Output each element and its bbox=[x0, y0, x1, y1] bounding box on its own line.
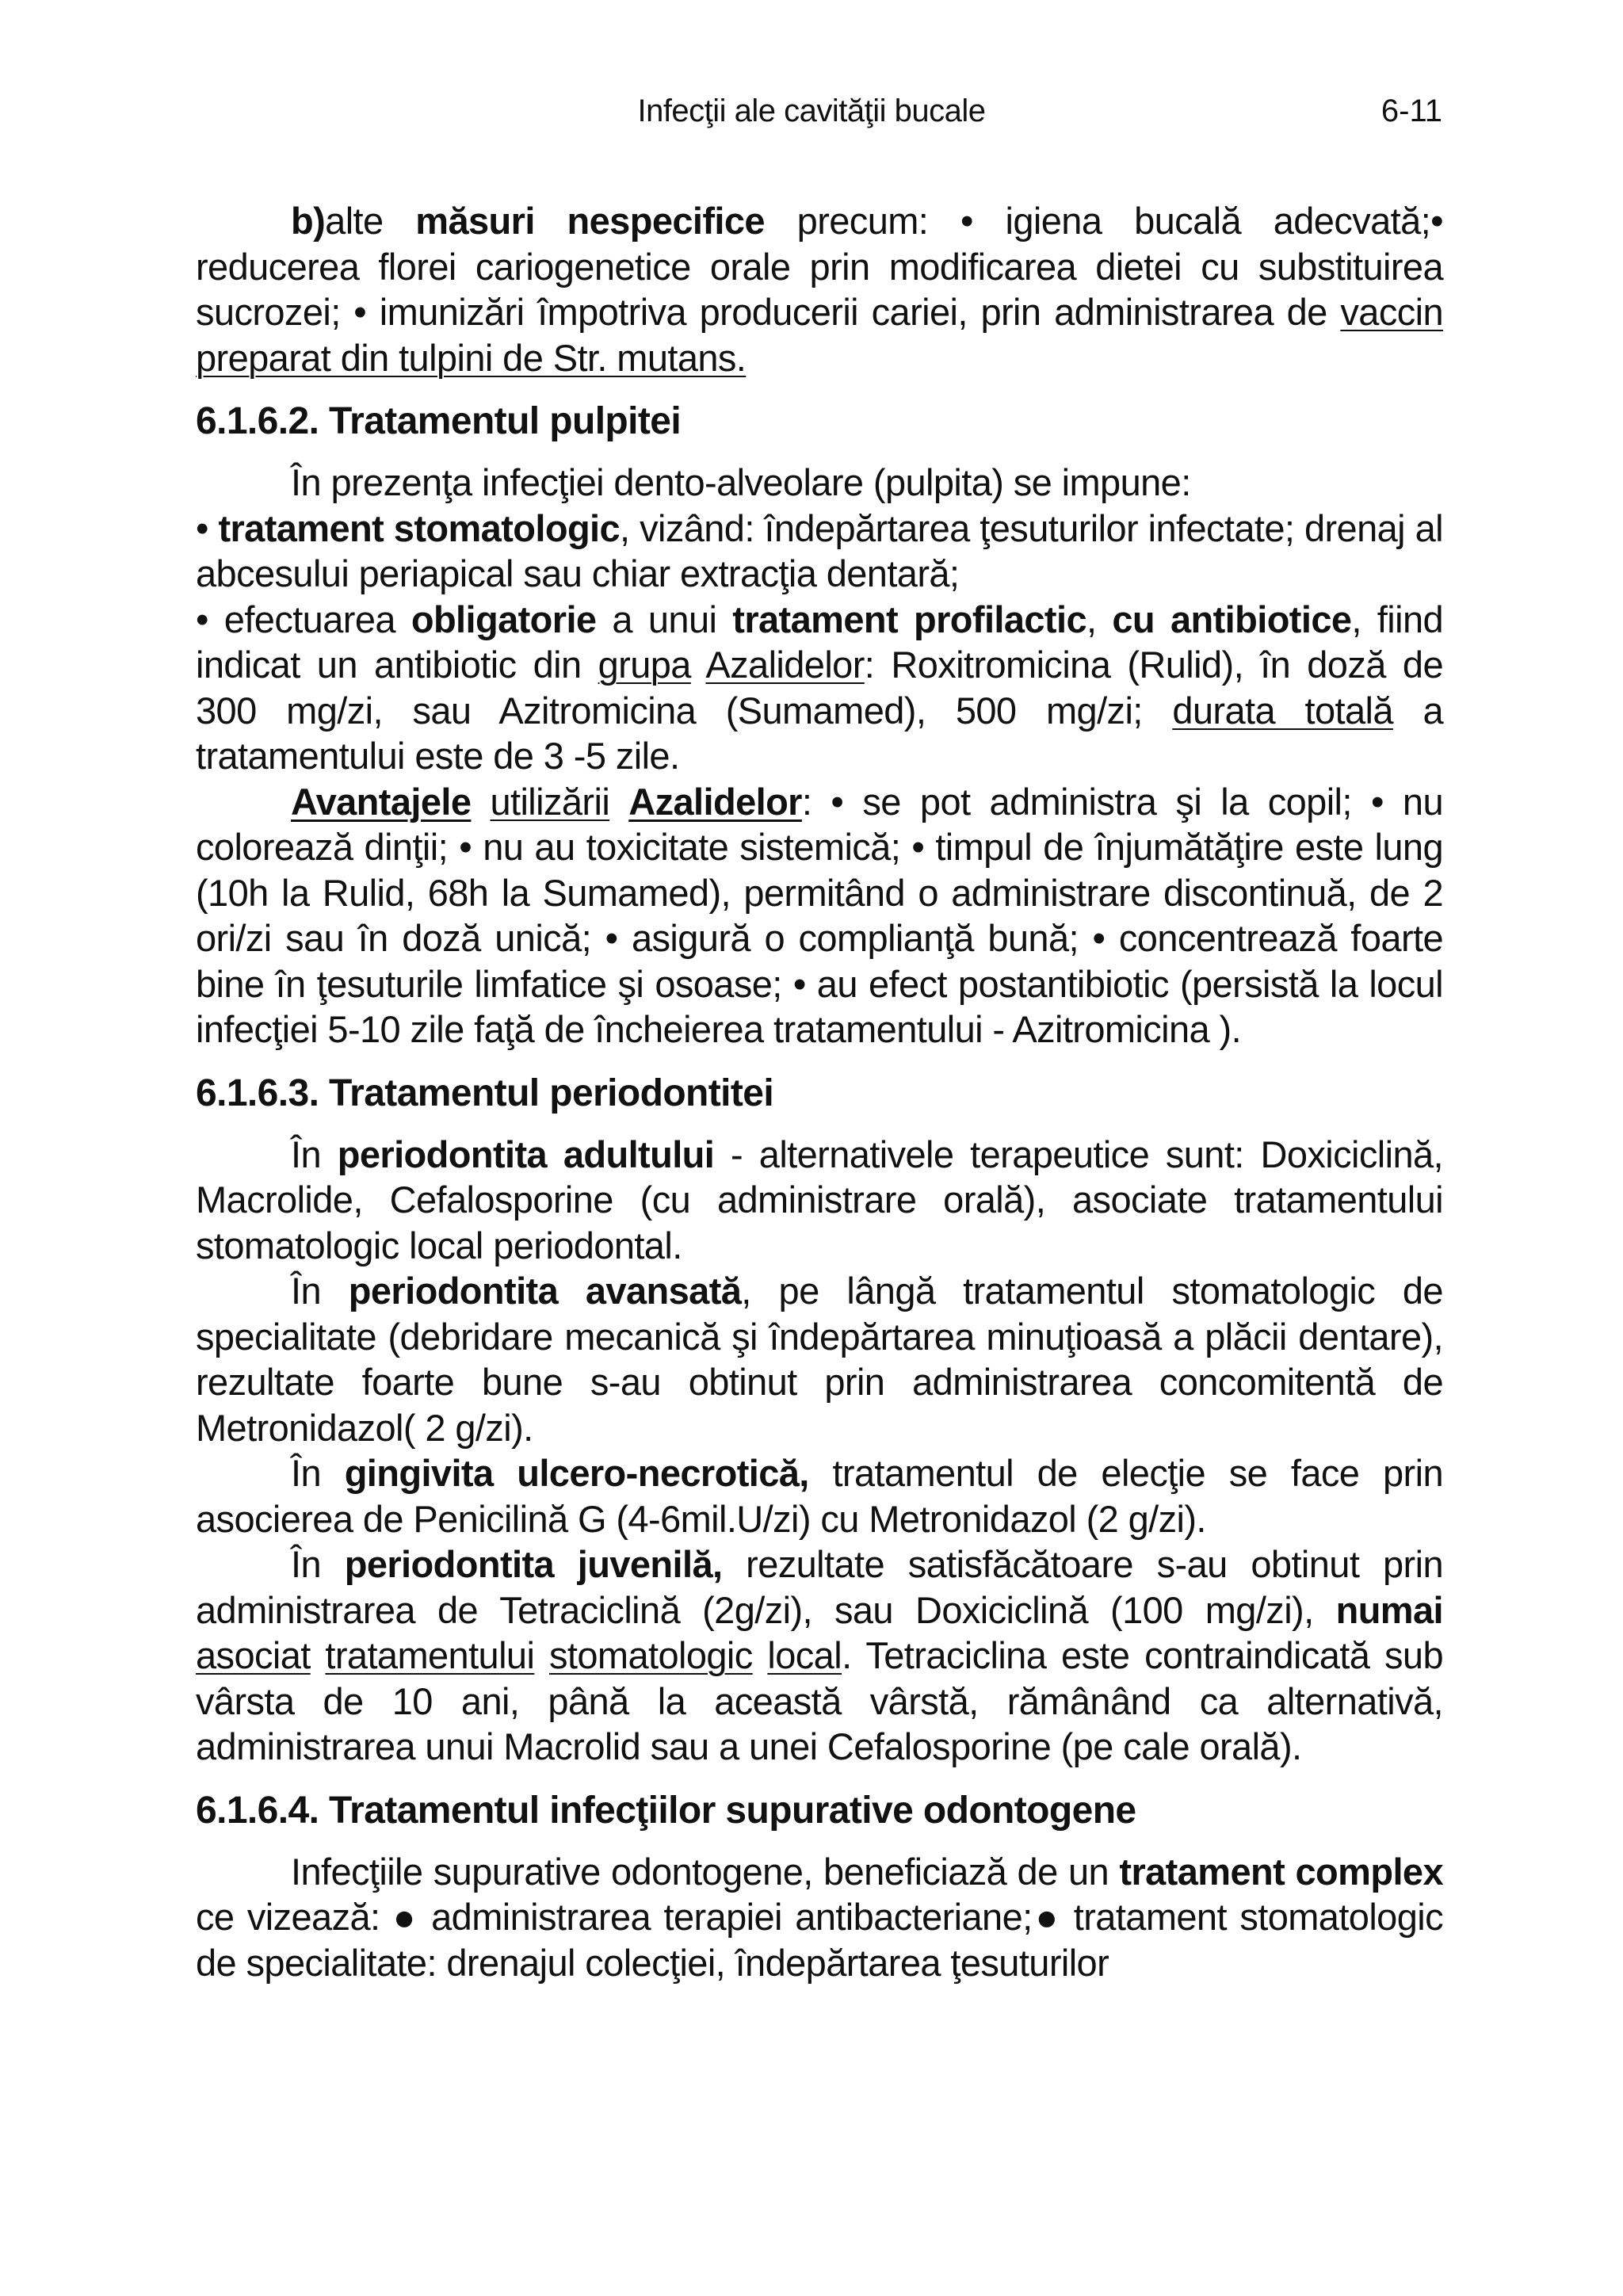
text-run: În bbox=[291, 1543, 345, 1585]
bold-term: 6.1.6.2. Tratamentul pulpitei bbox=[196, 400, 682, 442]
underlined-term: asociat bbox=[196, 1634, 311, 1676]
text-run: precum: • igiena bucală adecvată;• reducerea florei cariogenetice orale prin modificarea dietei cu substituirea sucrozei; • imunizări împotriva producerii cariei, prin administrarea de bbox=[196, 200, 1443, 333]
underlined-term: Azalidelor bbox=[705, 644, 865, 686]
bold-term: tratament complex bbox=[1119, 1850, 1443, 1893]
text-run: În bbox=[291, 1133, 338, 1175]
text-run: - alternativele terapeutice sunt: Doxiciclină, Macrolide, Cefalosporine (cu administrare orală), asociate tratamentului stomatologic local periodontal. bbox=[196, 1133, 1443, 1266]
paragraph bbox=[196, 506, 1443, 597]
running-header bbox=[0, 94, 1623, 141]
underlined-term: local bbox=[767, 1634, 842, 1676]
bold-term: numai bbox=[1335, 1588, 1443, 1631]
underlined-term: durata totală bbox=[1172, 689, 1393, 732]
paragraph bbox=[196, 1541, 1443, 1770]
bold-term: gingivita ulcero-necrotică, bbox=[344, 1452, 809, 1494]
page-number: 6-11 bbox=[1381, 94, 1442, 128]
bold-underlined-term: Azalidelor bbox=[628, 780, 802, 823]
bold-term: 6.1.6.4. Tratamentul infecţiilor supurative odontogene bbox=[196, 1789, 1136, 1832]
text-run: În bbox=[291, 1270, 349, 1312]
text-run: : Roxitromicina (Rulid), în doză de 300 mg/zi, sau Azitromicina (Sumamed), 500 mg/zi; bbox=[196, 644, 1443, 732]
bold-term: tratament stomatologic bbox=[218, 506, 621, 549]
underlined-term: stomatologic bbox=[549, 1634, 753, 1676]
bold-term: măsuri nespecifice bbox=[415, 200, 765, 242]
text-run bbox=[471, 781, 490, 823]
paragraph bbox=[196, 198, 1443, 380]
text-run: • bbox=[196, 506, 219, 549]
section-heading bbox=[196, 1787, 1443, 1835]
text-run: a unui bbox=[596, 598, 733, 640]
paragraph bbox=[196, 1450, 1443, 1541]
bold-term: b) bbox=[291, 200, 326, 242]
paragraph bbox=[196, 1132, 1443, 1269]
text-run: , vizând: îndepărtarea ţesuturilor infectate; drenaj al abcesului periapical sau chiar extracţia dentară; bbox=[196, 506, 1443, 594]
text-run bbox=[609, 781, 628, 823]
paragraph bbox=[196, 460, 1443, 506]
text-run: , pe lângă tratamentul stomatologic de specialitate (debridare mecanică şi îndepărtarea minuţioasă a plăcii dentare), rezultate foarte bune s-au obtinut prin administrarea concomitentă de Metronidazol( 2 g/zi). bbox=[196, 1270, 1443, 1449]
bold-underlined-term: Avantajele bbox=[291, 780, 472, 823]
text-run: : • se pot administra şi la copil; • nu colorează dinţii; • nu au toxicitate sistemică; • timpul de înjumătăţire este lung (10h la Rulid, 68h la Sumamed), permitând o administrare discontinuă, de 2 ori/zi sau în doză unică; • asigură o complianţă bună; • concentrează foarte bine în ţesuturile limfatice şi osoase; • au efect postantibiotic (persistă la locul infecţiei 5-10 zile faţă de încheierea tratamentului - Azitromicina ). bbox=[196, 780, 1443, 1050]
paragraph bbox=[196, 779, 1443, 1052]
text-run: tratamentul de elecţie se face prin asocierea de Penicilină G (4-6mil.U/zi) cu Metronidazol (2 g/zi). bbox=[196, 1452, 1443, 1540]
underlined-term: grupa bbox=[598, 644, 691, 686]
text-run: , fiind indicat un antibiotic din bbox=[196, 598, 1444, 686]
page-body bbox=[196, 198, 1443, 1985]
bold-term: periodontita avansată bbox=[348, 1270, 742, 1312]
text-run bbox=[753, 1634, 768, 1676]
running-title: Infecţii ale cavităţii bucale bbox=[637, 94, 986, 128]
underlined-term: vaccin preparat din tulpini de Str. mutans. bbox=[196, 291, 1443, 379]
text-run: a tratamentului este de 3 -5 zile. bbox=[196, 689, 1443, 777]
text-run bbox=[534, 1634, 549, 1676]
underlined-term: tratamentului bbox=[325, 1634, 535, 1676]
text-run: Infecţiile supurative odontogene, beneficiază de un bbox=[291, 1850, 1120, 1893]
bold-term: periodontita juvenilă, bbox=[344, 1543, 723, 1585]
section-heading bbox=[196, 398, 1443, 445]
paragraph bbox=[196, 1268, 1443, 1450]
text-run: rezultate satisfăcătoare s-au obtinut prin administrarea de Tetraciclină (2g/zi), sau Doxiciclină (100 mg/zi), bbox=[196, 1543, 1443, 1631]
text-run: În bbox=[291, 1452, 345, 1494]
section-heading bbox=[196, 1070, 1443, 1117]
paragraph bbox=[196, 1849, 1443, 1986]
text-run: , bbox=[1086, 598, 1113, 640]
bold-term: tratament profilactic bbox=[732, 598, 1086, 640]
text-run: alte bbox=[325, 200, 416, 242]
bold-term: 6.1.6.3. Tratamentul periodontitei bbox=[196, 1072, 774, 1114]
bold-term: obligatorie bbox=[411, 598, 597, 640]
bold-term: periodontita adultului bbox=[337, 1133, 715, 1175]
paragraph bbox=[196, 597, 1443, 779]
underlined-term: utilizării bbox=[490, 780, 610, 823]
text-run: ce vizează: ● administrarea terapiei antibacteriane;● tratament stomatologic de specialitate: drenajul colecţiei, îndepărtarea ţesuturilor bbox=[196, 1896, 1443, 1984]
bold-term: cu antibiotice bbox=[1112, 598, 1352, 640]
text-run: În prezenţa infecţiei dento-alveolare (pulpita) se impune: bbox=[291, 461, 1191, 503]
text-run: • efectuarea bbox=[196, 598, 411, 640]
text-run bbox=[311, 1634, 326, 1676]
text-run: . Tetraciclina este contraindicată sub vârsta de 10 ani, până la această vârstă, rămânând ca alternativă, administrarea unui Macrolid sau a unei Cefalosporine (pe cale orală). bbox=[196, 1634, 1443, 1767]
text-run bbox=[691, 644, 706, 686]
